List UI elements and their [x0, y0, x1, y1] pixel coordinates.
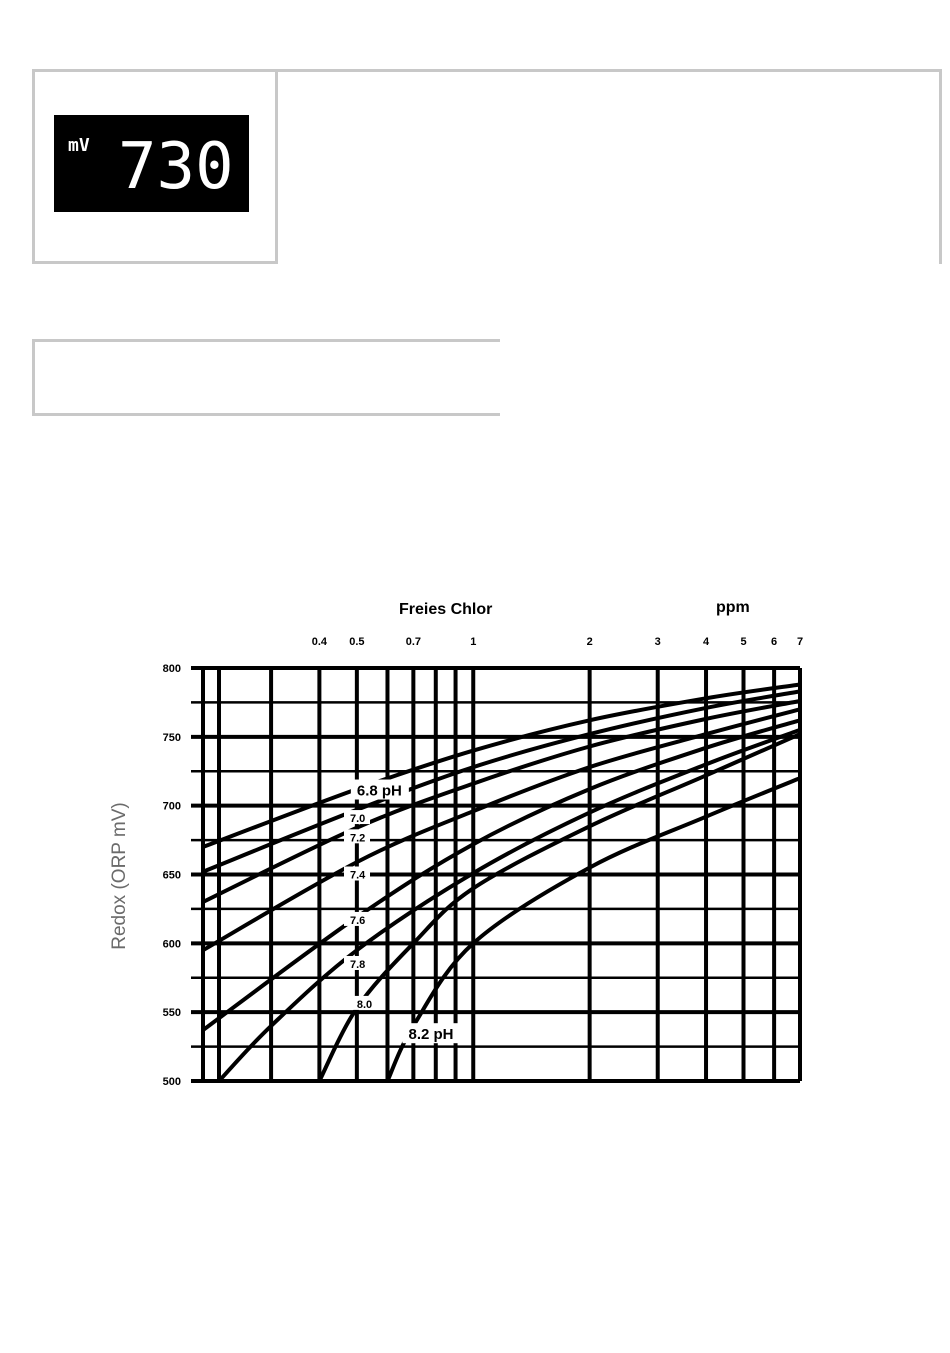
chart-unit-label: ppm	[716, 599, 750, 616]
y-tick-label: 800	[162, 663, 181, 675]
curve-label: 7.2	[350, 832, 366, 845]
x-tick-label: 6	[771, 636, 778, 648]
curve-label: 6.8 pH	[356, 782, 402, 800]
lcd-display	[54, 115, 249, 212]
x-tick-label: 0.7	[405, 636, 422, 648]
chart-curves	[203, 685, 800, 1082]
orp-chlorine-chart	[95, 590, 825, 1090]
curve-label: 7.8	[350, 958, 366, 971]
x-tick-label: 7	[796, 636, 804, 648]
curve-label: 8.2 pH	[408, 1026, 454, 1044]
x-tick-label: 0.4	[311, 636, 328, 648]
lcd-unit: mV	[68, 135, 90, 156]
y-tick-label: 700	[162, 800, 181, 813]
ph-curve	[219, 730, 800, 1081]
y-tick-label: 600	[162, 938, 181, 951]
curve-label: 7.0	[350, 813, 366, 826]
info-panel-frame	[275, 69, 942, 264]
x-tick-label: 4	[702, 636, 710, 648]
curve-label: 7.6	[350, 914, 366, 927]
x-tick-label: 3	[654, 636, 661, 648]
y-tick-label: 500	[162, 1076, 181, 1088]
x-tick-label: 0.5	[349, 636, 365, 648]
y-tick-label: 650	[162, 869, 181, 882]
y-tick-label: 550	[162, 1007, 181, 1020]
x-tick-label: 2	[586, 636, 593, 648]
note-panel-frame	[32, 339, 500, 416]
x-tick-label: 5	[740, 636, 747, 648]
x-tick-label: 1	[470, 636, 477, 648]
chart-title: Freies Chlor	[399, 601, 493, 618]
curve-label: 8.0	[356, 998, 373, 1011]
curve-label: 7.4	[350, 869, 366, 882]
lcd-value: 730	[118, 130, 234, 204]
y-tick-label: 750	[162, 731, 181, 744]
chart-ylabel: Redox (ORP mV)	[109, 802, 130, 950]
